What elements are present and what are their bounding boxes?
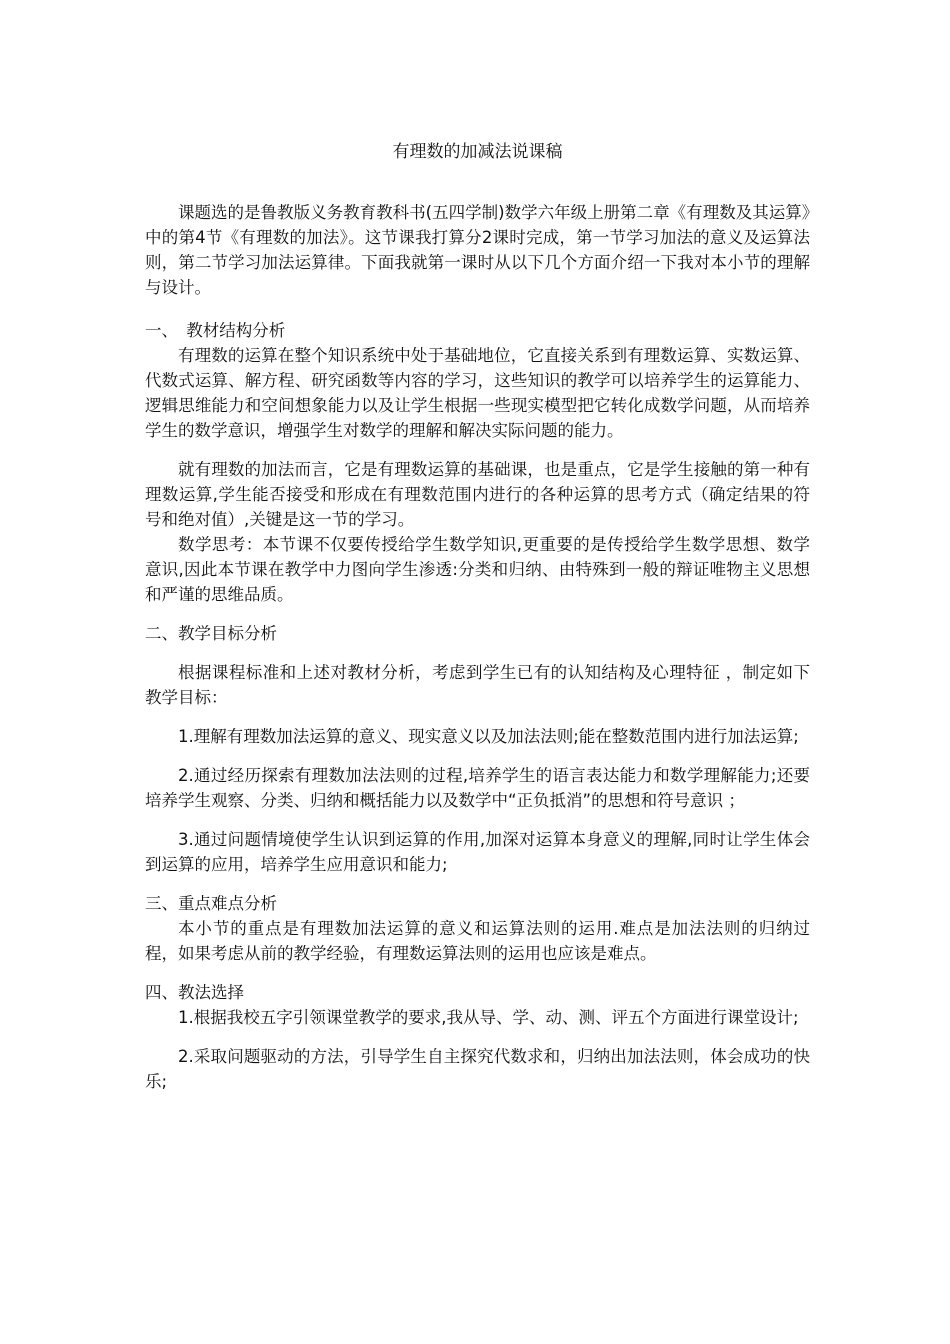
goal-item-1: 1.理解有理数加法运算的意义、现实意义以及加法法则;能在整数范围内进行加法运算; <box>178 727 799 746</box>
materials-paragraph-2: 就有理数的加法而言，它是有理数运算的基础课，也是重点，它是学生接触的第一种有理数运算,学生能否接受和形成在有理数范围内进行的各种运算的思考方式（确定结果的符号和绝对值）,关键是这一节的学习。 <box>145 460 810 529</box>
method-item-1: 1.根据我校五字引领课堂教学的要求,我从导、学、动、测、评五个方面进行课堂设计; <box>178 1008 799 1027</box>
section-heading-methods: 四、教法选择 <box>145 983 244 1002</box>
section-heading-goals: 二、教学目标分析 <box>145 624 277 643</box>
document-page <box>145 140 810 1094</box>
document-title: 有理数的加减法说课稿 <box>392 142 563 162</box>
goal-item-2: 2.通过经历探索有理数加法法则的过程,培养学生的语言表达能力和数学理解能力;还要培养学生观察、分类、归纳和概括能力以及数学中“正负抵消”的思想和符号意识 ； <box>145 766 810 810</box>
section-heading-materials: 一、 教材结构分析 <box>145 321 286 340</box>
intro-paragraph: 课题选的是鲁教版义务教育教科书(五四学制)数学六年级上册第二章《有理数及其运算》中的第4节《有理数的加法》。这节课我打算分2课时完成，第一节学习加法的意义及运算法则，第二节学习加法运算律。下面我就第一课时从以下几个方面介绍一下我对本小节的理解与设计。 <box>145 203 810 297</box>
goal-item-3: 3.通过问题情境使学生认识到运算的作用,加深对运算本身意义的理解,同时让学生体会到运算的应用，培养学生应用意识和能力; <box>145 830 810 874</box>
keypoints-paragraph: 本小节的重点是有理数加法运算的意义和运算法则的运用.难点是加法法则的归纳过程，如果考虑从前的教学经验，有理数运算法则的运用也应该是难点。 <box>145 919 810 963</box>
method-item-2: 2.采取问题驱动的方法，引导学生自主探究代数求和，归纳出加法法则，体会成功的快乐; <box>145 1047 810 1091</box>
goals-intro-paragraph: 根据课程标准和上述对教材分析，考虑到学生已有的认知结构及心理特征 ，制定如下教学目标： <box>145 663 810 707</box>
materials-paragraph-1: 有理数的运算在整个知识系统中处于基础地位，它直接关系到有理数运算、实数运算、代数式运算、解方程、研究函数等内容的学习，这些知识的教学可以培养学生的运算能力、逻辑思维能力和空间想象能力以及让学生根据一些现实模型把它转化成数学问题，从而培养学生的数学意识，增强学生对数学的理解和解决实际问题的能力。 <box>145 346 810 440</box>
materials-paragraph-3: 数学思考：本节课不仅要传授给学生数学知识,更重要的是传授给学生数学思想、数学意识,因此本节课在教学中力图向学生渗透:分类和归纳、由特殊到一般的辩证唯物主义思想和严谨的思维品质。 <box>145 535 810 604</box>
section-heading-keypoints: 三、重点难点分析 <box>145 894 277 913</box>
